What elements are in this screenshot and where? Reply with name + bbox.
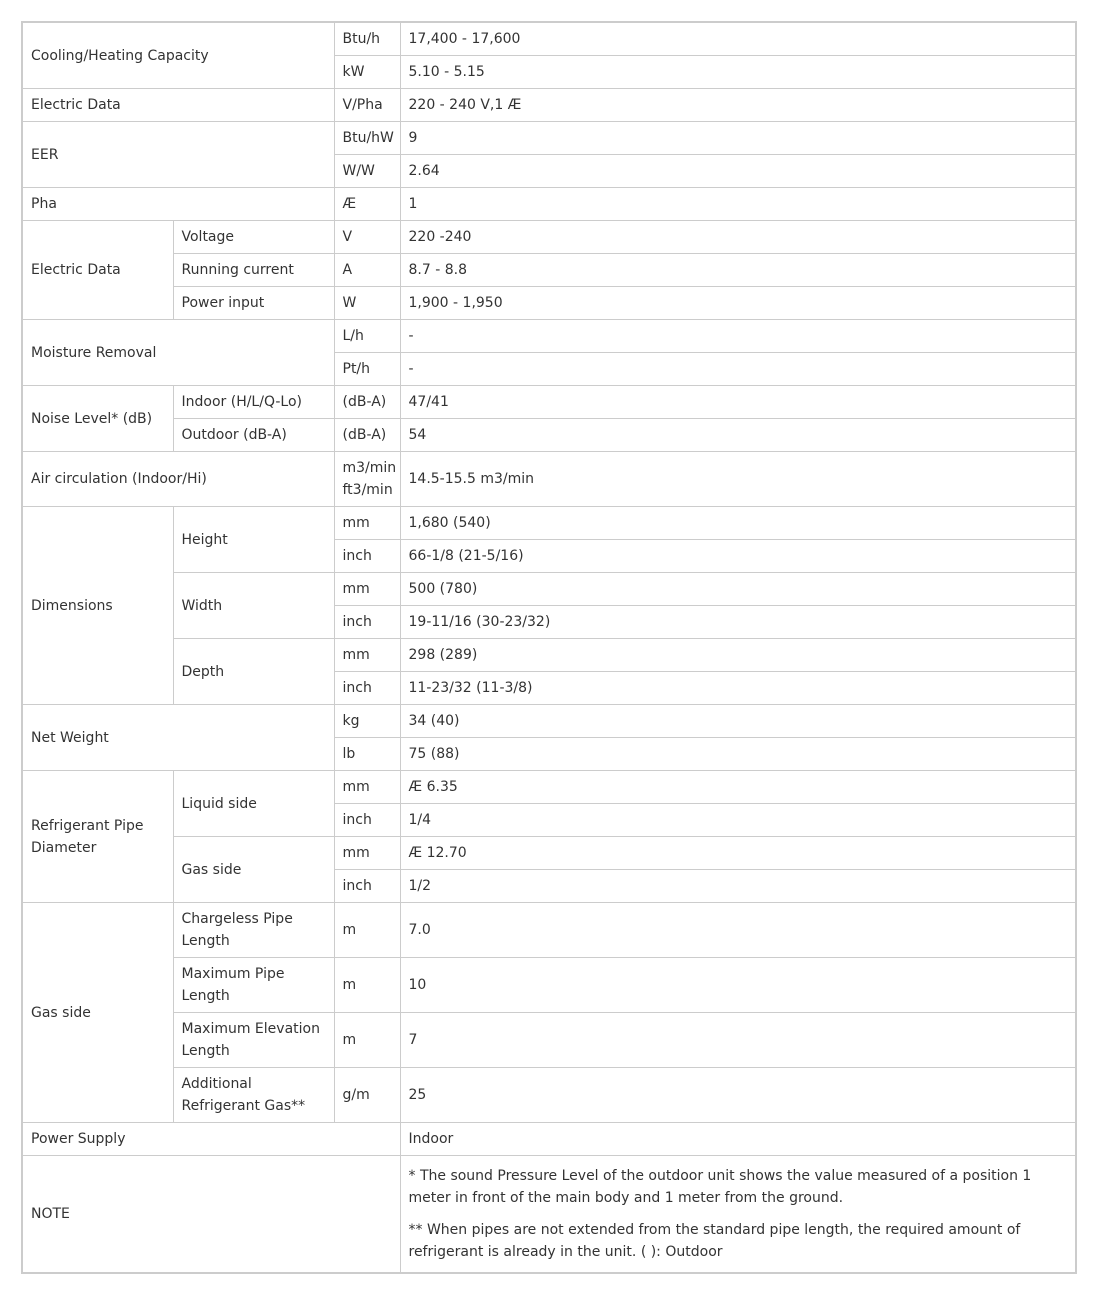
- unit-cell: g/m: [334, 1068, 400, 1123]
- sub-label: Gas side: [173, 837, 334, 903]
- spec-table-container: [21, 21, 1077, 1274]
- note-cell: [400, 1156, 1076, 1274]
- value-cell: 220 - 240 V,1 Æ: [400, 89, 1076, 122]
- row-label: Power Supply: [22, 1123, 400, 1156]
- sub-label: Voltage: [173, 221, 334, 254]
- unit-cell: inch: [334, 870, 400, 903]
- value-cell: 7: [400, 1013, 1076, 1068]
- unit-cell: inch: [334, 606, 400, 639]
- value-cell: 66-1/8 (21-5/16): [400, 540, 1076, 573]
- value-cell: -: [400, 320, 1076, 353]
- unit-cell: W/W: [334, 155, 400, 188]
- unit-cell: V: [334, 221, 400, 254]
- note-label: NOTE: [22, 1156, 400, 1274]
- table-row: [22, 452, 1076, 507]
- value-cell: 7.0: [400, 903, 1076, 958]
- specification-table: [21, 21, 1077, 1274]
- value-cell: 19-11/16 (30-23/32): [400, 606, 1076, 639]
- unit-cell: V/Pha: [334, 89, 400, 122]
- unit-line: ft3/min: [342, 482, 393, 498]
- sub-label: Indoor (H/L/Q-Lo): [173, 386, 334, 419]
- table-row: [22, 287, 1076, 320]
- table-row: [22, 903, 1076, 958]
- unit-cell: W: [334, 287, 400, 320]
- unit-cell: [334, 452, 400, 507]
- sub-label: Additional Refrigerant Gas**: [173, 1068, 334, 1123]
- value-cell: 8.7 - 8.8: [400, 254, 1076, 287]
- value-cell: 25: [400, 1068, 1076, 1123]
- row-label: Air circulation (Indoor/Hi): [22, 452, 334, 507]
- unit-cell: kg: [334, 705, 400, 738]
- unit-cell: Æ: [334, 188, 400, 221]
- value-cell: 220 -240: [400, 221, 1076, 254]
- unit-cell: (dB-A): [334, 419, 400, 452]
- value-cell: -: [400, 353, 1076, 386]
- value-cell: 17,400 - 17,600: [400, 22, 1076, 56]
- table-row: [22, 89, 1076, 122]
- value-cell: 500 (780): [400, 573, 1076, 606]
- value-cell: 2.64: [400, 155, 1076, 188]
- unit-cell: mm: [334, 837, 400, 870]
- unit-cell: m: [334, 1013, 400, 1068]
- value-cell: 47/41: [400, 386, 1076, 419]
- unit-cell: inch: [334, 540, 400, 573]
- value-cell: 75 (88): [400, 738, 1076, 771]
- table-row: [22, 320, 1076, 353]
- unit-cell: A: [334, 254, 400, 287]
- sub-label: Width: [173, 573, 334, 639]
- unit-cell: mm: [334, 639, 400, 672]
- value-cell: 54: [400, 419, 1076, 452]
- value-cell: Æ 12.70: [400, 837, 1076, 870]
- unit-cell: inch: [334, 804, 400, 837]
- value-cell: 1/2: [400, 870, 1076, 903]
- sub-label: Outdoor (dB-A): [173, 419, 334, 452]
- value-cell: 1,680 (540): [400, 507, 1076, 540]
- table-row: [22, 22, 1076, 56]
- unit-cell: inch: [334, 672, 400, 705]
- table-row: [22, 1013, 1076, 1068]
- sub-label: Liquid side: [173, 771, 334, 837]
- sub-label: Maximum Elevation Length: [173, 1013, 334, 1068]
- unit-cell: m: [334, 958, 400, 1013]
- table-row: [22, 221, 1076, 254]
- row-label: Cooling/Heating Capacity: [22, 22, 334, 89]
- value-cell: Indoor: [400, 1123, 1076, 1156]
- table-row: [22, 188, 1076, 221]
- table-row: [22, 122, 1076, 155]
- value-cell: 11-23/32 (11-3/8): [400, 672, 1076, 705]
- table-row: [22, 1068, 1076, 1123]
- unit-cell: m: [334, 903, 400, 958]
- table-row: [22, 1123, 1076, 1156]
- row-label: Electric Data: [22, 89, 334, 122]
- table-row: [22, 386, 1076, 419]
- sub-label: Power input: [173, 287, 334, 320]
- row-label: Electric Data: [22, 221, 173, 320]
- table-row: [22, 573, 1076, 606]
- value-cell: 1: [400, 188, 1076, 221]
- unit-cell: L/h: [334, 320, 400, 353]
- unit-cell: lb: [334, 738, 400, 771]
- value-cell: 5.10 - 5.15: [400, 56, 1076, 89]
- unit-cell: Btu/h: [334, 22, 400, 56]
- note-paragraph: * The sound Pressure Level of the outdoor unit shows the value measured of a position 1 meter in front of the main body and 1 meter from the ground.: [408, 1168, 1032, 1206]
- table-row: [22, 705, 1076, 738]
- note-paragraph: ** When pipes are not extended from the standard pipe length, the required amount of refrigerant is already in the unit. ( ): Outdoor: [408, 1222, 1021, 1260]
- row-label: Net Weight: [22, 705, 334, 771]
- unit-cell: mm: [334, 507, 400, 540]
- unit-cell: (dB-A): [334, 386, 400, 419]
- row-label: EER: [22, 122, 334, 188]
- table-row: [22, 1156, 1076, 1274]
- sub-label: Height: [173, 507, 334, 573]
- table-row: [22, 419, 1076, 452]
- unit-cell: kW: [334, 56, 400, 89]
- sub-label: Maximum Pipe Length: [173, 958, 334, 1013]
- row-label: Moisture Removal: [22, 320, 334, 386]
- table-row: [22, 837, 1076, 870]
- unit-cell: mm: [334, 573, 400, 606]
- table-row: [22, 639, 1076, 672]
- table-row: [22, 958, 1076, 1013]
- table-row: [22, 507, 1076, 540]
- unit-cell: Pt/h: [334, 353, 400, 386]
- sub-label: Running current: [173, 254, 334, 287]
- value-cell: 10: [400, 958, 1076, 1013]
- value-cell: 1/4: [400, 804, 1076, 837]
- value-cell: 1,900 - 1,950: [400, 287, 1076, 320]
- row-label: Gas side: [22, 903, 173, 1123]
- row-label: Noise Level* (dB): [22, 386, 173, 452]
- sub-label: Chargeless Pipe Length: [173, 903, 334, 958]
- unit-cell: Btu/hW: [334, 122, 400, 155]
- sub-label: Depth: [173, 639, 334, 705]
- value-cell: 14.5-15.5 m3/min: [400, 452, 1076, 507]
- value-cell: 9: [400, 122, 1076, 155]
- row-label: Dimensions: [22, 507, 173, 705]
- unit-cell: mm: [334, 771, 400, 804]
- row-label: Refrigerant Pipe Diameter: [22, 771, 173, 903]
- unit-line: m3/min: [342, 460, 397, 476]
- value-cell: 34 (40): [400, 705, 1076, 738]
- table-row: [22, 254, 1076, 287]
- value-cell: Æ 6.35: [400, 771, 1076, 804]
- table-row: [22, 771, 1076, 804]
- value-cell: 298 (289): [400, 639, 1076, 672]
- row-label: Pha: [22, 188, 334, 221]
